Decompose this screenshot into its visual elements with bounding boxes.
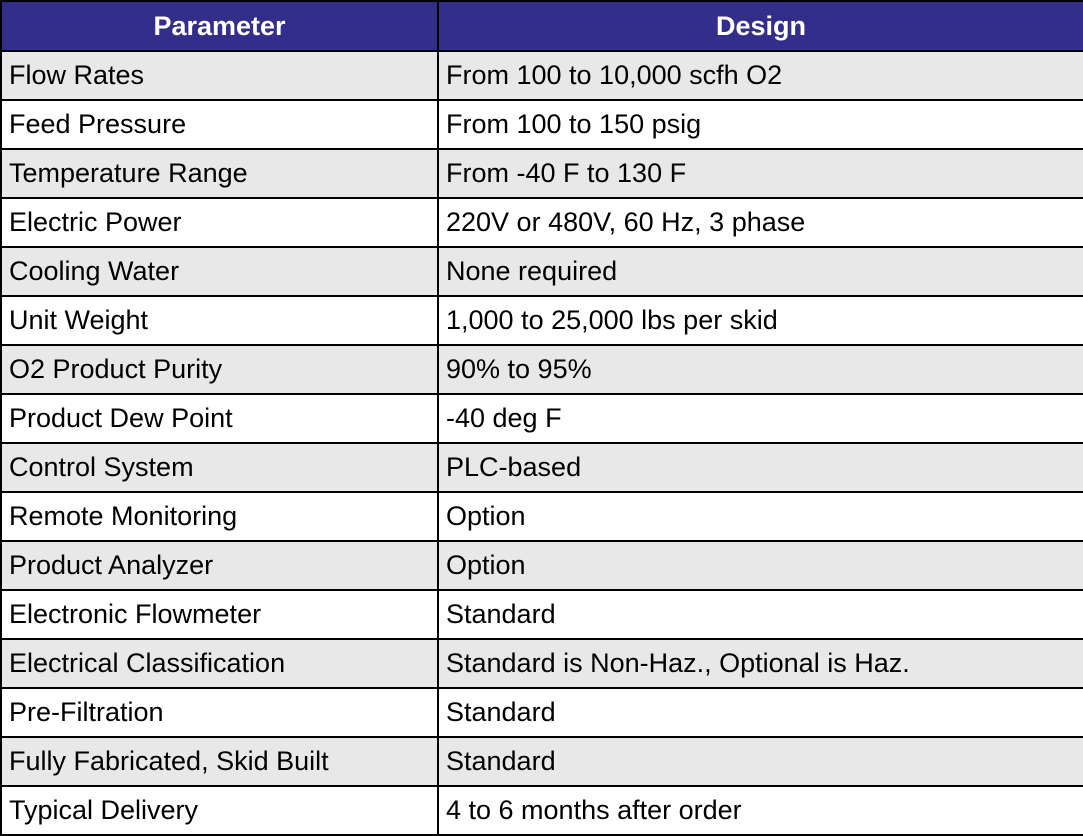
table-row bbox=[1, 198, 1083, 247]
parameter-cell: Flow Rates bbox=[1, 51, 438, 100]
table-row bbox=[1, 345, 1083, 394]
design-cell: -40 deg F bbox=[438, 394, 1083, 443]
parameter-cell: Product Dew Point bbox=[1, 394, 438, 443]
parameter-cell: Unit Weight bbox=[1, 296, 438, 345]
table-row bbox=[1, 443, 1083, 492]
design-cell: Standard bbox=[438, 688, 1083, 737]
design-cell: From -40 F to 130 F bbox=[438, 149, 1083, 198]
table-row bbox=[1, 296, 1083, 345]
column-header-parameter: Parameter bbox=[1, 1, 438, 51]
design-cell: 90% to 95% bbox=[438, 345, 1083, 394]
design-cell: From 100 to 10,000 scfh O2 bbox=[438, 51, 1083, 100]
table-row bbox=[1, 149, 1083, 198]
design-cell: Standard bbox=[438, 737, 1083, 786]
design-cell: Option bbox=[438, 541, 1083, 590]
parameter-cell: Feed Pressure bbox=[1, 100, 438, 149]
table-row bbox=[1, 639, 1083, 688]
parameter-cell: Control System bbox=[1, 443, 438, 492]
parameter-cell: Fully Fabricated, Skid Built bbox=[1, 737, 438, 786]
table-row bbox=[1, 492, 1083, 541]
table-row bbox=[1, 247, 1083, 296]
design-cell: 220V or 480V, 60 Hz, 3 phase bbox=[438, 198, 1083, 247]
parameter-cell: Electronic Flowmeter bbox=[1, 590, 438, 639]
table-row bbox=[1, 394, 1083, 443]
table-row bbox=[1, 541, 1083, 590]
table-row bbox=[1, 786, 1083, 835]
table-row bbox=[1, 688, 1083, 737]
design-cell: Standard bbox=[438, 590, 1083, 639]
design-cell: From 100 to 150 psig bbox=[438, 100, 1083, 149]
parameter-cell: Pre-Filtration bbox=[1, 688, 438, 737]
table-row bbox=[1, 737, 1083, 786]
parameter-cell: Product Analyzer bbox=[1, 541, 438, 590]
design-cell: Option bbox=[438, 492, 1083, 541]
parameter-cell: Typical Delivery bbox=[1, 786, 438, 835]
design-cell: PLC-based bbox=[438, 443, 1083, 492]
table-row bbox=[1, 590, 1083, 639]
parameter-cell: Electrical Classification bbox=[1, 639, 438, 688]
parameter-cell: Remote Monitoring bbox=[1, 492, 438, 541]
table-row bbox=[1, 100, 1083, 149]
design-cell: None required bbox=[438, 247, 1083, 296]
design-cell: Standard is Non-Haz., Optional is Haz. bbox=[438, 639, 1083, 688]
header-row bbox=[1, 1, 1083, 51]
design-cell: 4 to 6 months after order bbox=[438, 786, 1083, 835]
column-header-design: Design bbox=[438, 1, 1083, 51]
parameter-cell: Electric Power bbox=[1, 198, 438, 247]
parameter-cell: Temperature Range bbox=[1, 149, 438, 198]
table-row bbox=[1, 51, 1083, 100]
design-cell: 1,000 to 25,000 lbs per skid bbox=[438, 296, 1083, 345]
parameter-cell: O2 Product Purity bbox=[1, 345, 438, 394]
parameter-cell: Cooling Water bbox=[1, 247, 438, 296]
